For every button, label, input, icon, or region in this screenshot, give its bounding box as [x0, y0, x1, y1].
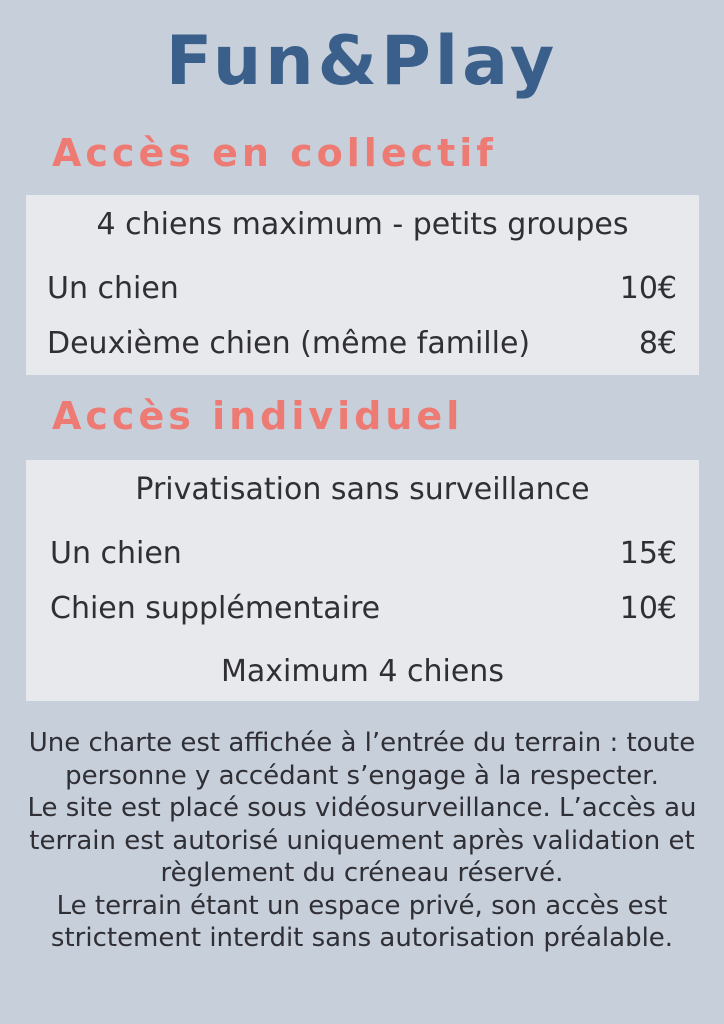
collective-access-heading: Accès en collectif — [52, 131, 497, 175]
collective-row-label: Deuxième chien (même famille) — [47, 326, 531, 361]
individual-row-label: Un chien — [50, 536, 182, 571]
collective-subtitle: 4 chiens maximum - petits groupes — [96, 207, 629, 242]
individual-row-price: 15€ — [619, 536, 677, 571]
footer-notice — [10, 727, 714, 955]
individual-row-price: 10€ — [619, 591, 677, 626]
collective-row-price: 10€ — [619, 271, 677, 306]
individual-max-note: Maximum 4 chiens — [221, 654, 504, 689]
footer-paragraph-surveillance: Le site est placé sous vidéosurveillance. L’accès au terrain est autorisé uniquement après validation et règlement du créneau réservé. — [27, 793, 697, 888]
collective-row-price: 8€ — [638, 326, 677, 361]
individual-row-label: Chien supplémentaire — [50, 591, 381, 626]
collective-price-panel — [26, 195, 699, 375]
page-title: Fun&Play — [165, 22, 559, 101]
individual-price-panel — [26, 460, 699, 701]
individual-access-heading: Accès individuel — [52, 394, 464, 438]
collective-row-label: Un chien — [47, 271, 179, 306]
individual-subtitle: Privatisation sans surveillance — [135, 472, 590, 507]
footer-paragraph-charter: Une charte est affichée à l’entrée du terrain : toute personne y accédant s’engage à la respecter. — [28, 728, 696, 791]
footer-paragraph-private: Le terrain étant un espace privé, son accès est strictement interdit sans autorisation préalable. — [50, 890, 674, 953]
